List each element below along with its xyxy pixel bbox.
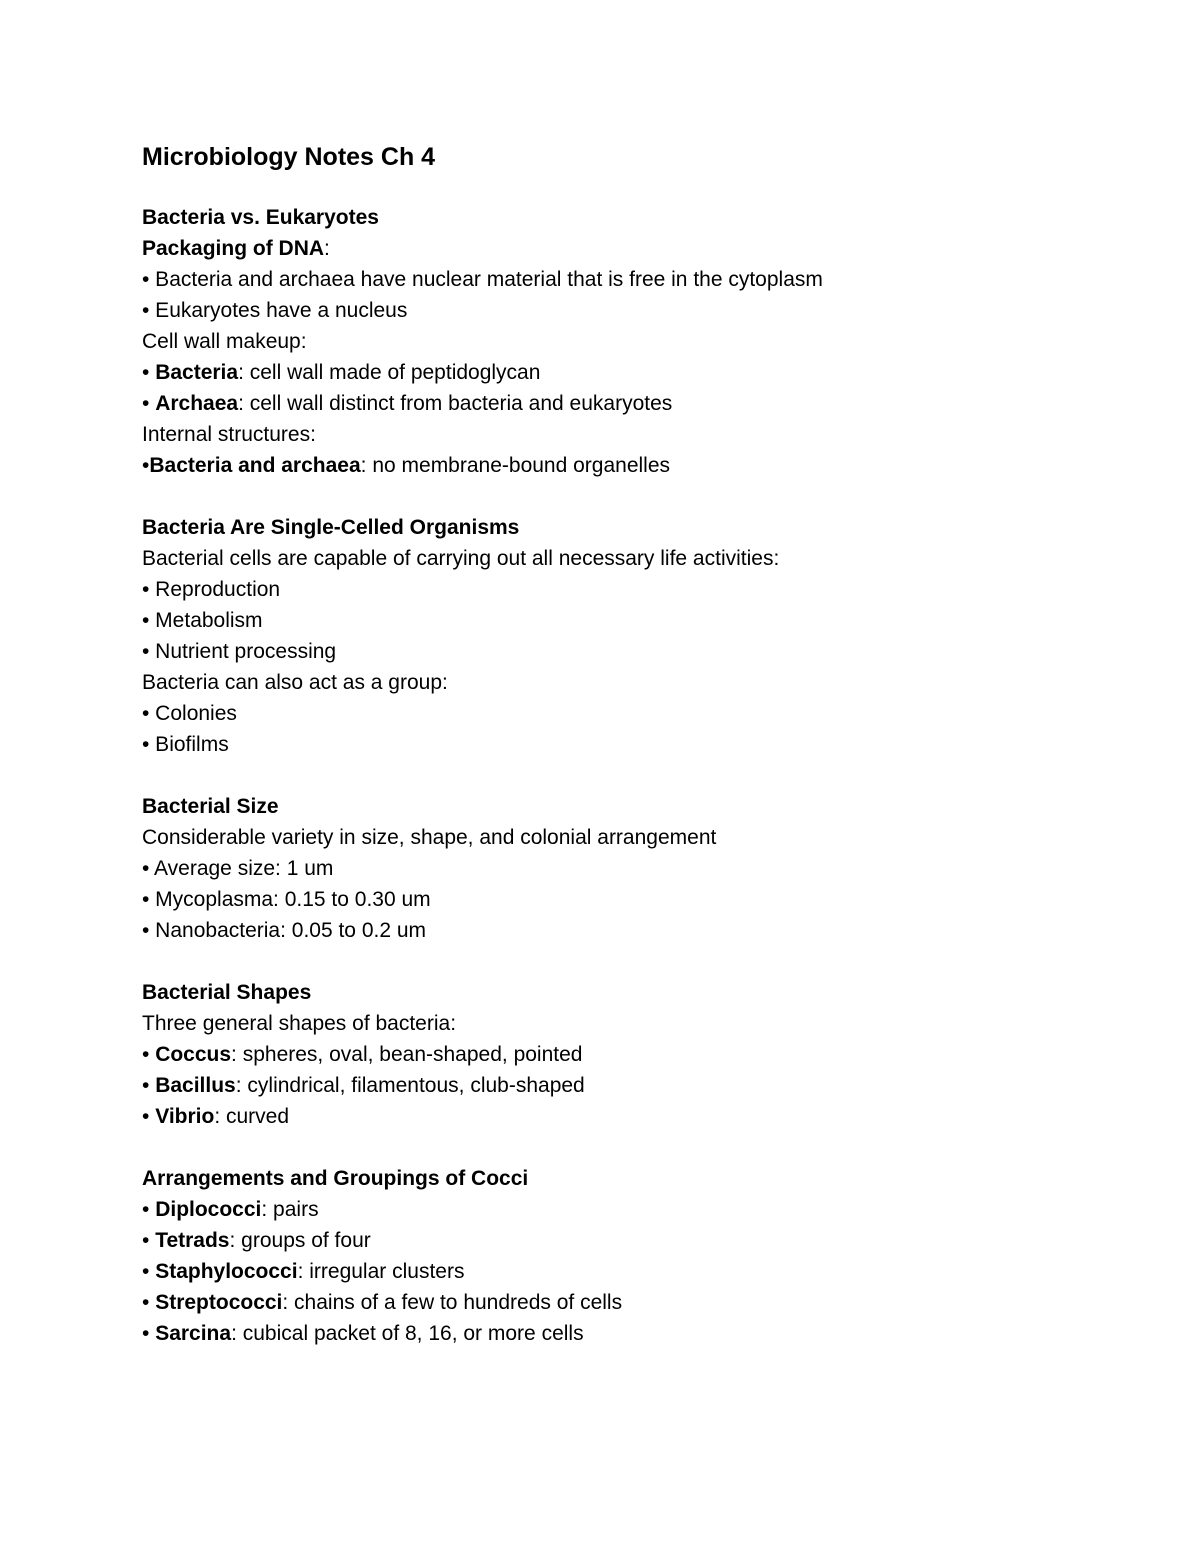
document-title: Microbiology Notes Ch 4 bbox=[142, 143, 436, 171]
bullet-marker: • bbox=[142, 1260, 156, 1283]
bullet-item: • Nanobacteria: 0.05 to 0.2 um bbox=[142, 919, 427, 942]
bullet-item bbox=[142, 1318, 1142, 1349]
bullet-term: Bacteria bbox=[155, 361, 239, 384]
bullet-item bbox=[142, 1225, 1142, 1256]
section-spacer bbox=[142, 1132, 1142, 1163]
section-heading-single-celled: Bacteria Are Single-Celled Organisms bbox=[142, 516, 520, 539]
bullet-description: : curved bbox=[214, 1105, 290, 1128]
bullet-term: Bacteria and archaea bbox=[149, 454, 361, 477]
subheading-packaging-of-dna bbox=[142, 233, 1142, 264]
bullet-item: • Average size: 1 um bbox=[142, 857, 334, 880]
bullet-marker: • bbox=[142, 1322, 156, 1345]
bullet-description: : cell wall distinct from bacteria and eukaryotes bbox=[238, 392, 673, 415]
bullet-item: • Eukaryotes have a nucleus bbox=[142, 299, 408, 322]
bullet-term: Staphylococci bbox=[155, 1260, 298, 1283]
subheading-rest: : bbox=[324, 237, 330, 260]
bullet-item bbox=[142, 1101, 1142, 1132]
bullet-term: Coccus bbox=[155, 1043, 232, 1066]
bullet-item: • Reproduction bbox=[142, 578, 281, 601]
subheading-cell-wall-makeup: Cell wall makeup: bbox=[142, 330, 307, 353]
bullet-description: : spheres, oval, bean-shaped, pointed bbox=[231, 1043, 583, 1066]
bullet-term: Archaea bbox=[155, 392, 239, 415]
bullet-marker: • bbox=[142, 454, 150, 477]
bullet-item: • Bacteria and archaea have nuclear material that is free in the cytoplasm bbox=[142, 268, 823, 291]
bullet-item bbox=[142, 1070, 1142, 1101]
bullet-term: Sarcina bbox=[155, 1322, 232, 1345]
bullet-item: • Mycoplasma: 0.15 to 0.30 um bbox=[142, 888, 431, 911]
bullet-item bbox=[142, 1256, 1142, 1287]
bullet-description: : groups of four bbox=[229, 1229, 371, 1252]
bullet-item bbox=[142, 357, 1142, 388]
bullet-item: • Nutrient processing bbox=[142, 640, 337, 663]
subheading-internal-structures: Internal structures: bbox=[142, 423, 316, 446]
bullet-item bbox=[142, 1194, 1142, 1225]
bullet-marker: • bbox=[142, 1074, 156, 1097]
bullet-term: Streptococci bbox=[155, 1291, 283, 1314]
section-intro: Bacterial cells are capable of carrying out all necessary life activities: bbox=[142, 547, 780, 570]
bullet-term: Tetrads bbox=[155, 1229, 230, 1252]
bullet-item: • Biofilms bbox=[142, 733, 229, 756]
bullet-item: • Metabolism bbox=[142, 609, 263, 632]
section-spacer bbox=[142, 760, 1142, 791]
bullet-item bbox=[142, 1039, 1142, 1070]
section-intro: Three general shapes of bacteria: bbox=[142, 1012, 457, 1035]
bullet-description: : pairs bbox=[261, 1198, 319, 1221]
section-spacer bbox=[142, 946, 1142, 977]
bullet-item bbox=[142, 1287, 1142, 1318]
bullet-item bbox=[142, 450, 1142, 481]
section-heading-bacterial-size: Bacterial Size bbox=[142, 795, 279, 818]
document-page bbox=[142, 140, 1142, 1349]
section-intro: Bacteria can also act as a group: bbox=[142, 671, 448, 694]
bullet-marker: • bbox=[142, 1291, 156, 1314]
section-heading-cocci-arrangements: Arrangements and Groupings of Cocci bbox=[142, 1167, 529, 1190]
bullet-description: : no membrane-bound organelles bbox=[360, 454, 671, 477]
bullet-marker: • bbox=[142, 1198, 156, 1221]
bullet-marker: • bbox=[142, 1105, 156, 1128]
bullet-item bbox=[142, 388, 1142, 419]
bullet-term: Vibrio bbox=[155, 1105, 215, 1128]
bullet-marker: • bbox=[142, 1229, 156, 1252]
section-heading-bacteria-vs-eukaryotes: Bacteria vs. Eukaryotes bbox=[142, 206, 379, 229]
bullet-description: : irregular clusters bbox=[297, 1260, 465, 1283]
bullet-term: Diplococci bbox=[155, 1198, 262, 1221]
section-intro: Considerable variety in size, shape, and colonial arrangement bbox=[142, 826, 717, 849]
bullet-description: : cylindrical, filamentous, club-shaped bbox=[235, 1074, 585, 1097]
subheading-bold: Packaging of DNA bbox=[142, 237, 325, 260]
bullet-description: : cubical packet of 8, 16, or more cells bbox=[231, 1322, 584, 1345]
section-spacer bbox=[142, 481, 1142, 512]
bullet-marker: • bbox=[142, 361, 156, 384]
bullet-term: Bacillus bbox=[155, 1074, 236, 1097]
bullet-marker: • bbox=[142, 1043, 156, 1066]
bullet-description: : chains of a few to hundreds of cells bbox=[282, 1291, 623, 1314]
bullet-item: • Colonies bbox=[142, 702, 237, 725]
bullet-marker: • bbox=[142, 392, 156, 415]
bullet-description: : cell wall made of peptidoglycan bbox=[238, 361, 541, 384]
section-heading-bacterial-shapes: Bacterial Shapes bbox=[142, 981, 312, 1004]
